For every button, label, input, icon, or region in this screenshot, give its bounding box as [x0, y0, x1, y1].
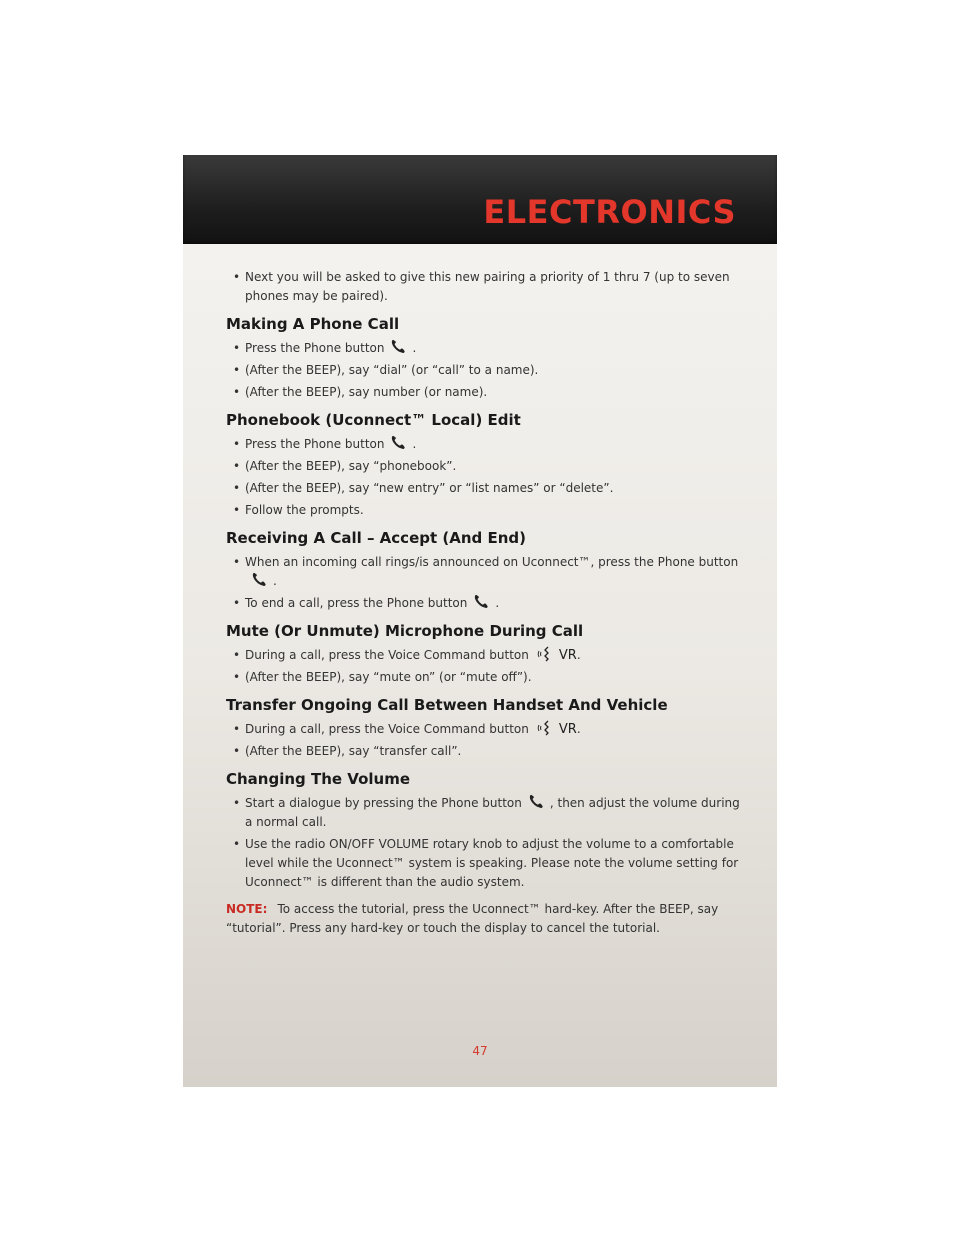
note-block — [226, 900, 746, 938]
list-item — [226, 742, 746, 761]
list-item — [226, 435, 746, 454]
note-label: NOTE: — [226, 902, 268, 916]
item-text: To end a call, press the Phone button — [245, 596, 468, 610]
item-text-end: . — [412, 437, 417, 451]
phone-icon — [250, 572, 270, 588]
manual-page — [183, 155, 777, 1087]
page-number: 47 — [472, 1044, 488, 1058]
intro-text: Next you will be asked to give this new pairing a priority of 1 thru 7 (up to seven phones may be paired). — [245, 270, 730, 303]
list-item — [226, 594, 746, 613]
item-text: During a call, press the Voice Command button — [245, 722, 529, 736]
item-text: Follow the prompts. — [245, 503, 364, 517]
list-item — [226, 553, 746, 591]
item-text: When an incoming call rings/is announced on Uconnect™, press the Phone button — [245, 555, 739, 569]
heading-receiving: Receiving A Call – Accept (And End) — [226, 529, 526, 547]
intro-bullet — [226, 268, 746, 306]
item-text: Press the Phone button — [245, 341, 385, 355]
list-item — [226, 646, 746, 665]
phone-icon — [389, 435, 409, 451]
list-item — [226, 835, 746, 892]
heading-transfer: Transfer Ongoing Call Between Handset And Vehicle — [226, 696, 668, 714]
list-item — [226, 383, 746, 402]
heading-phonebook: Phonebook (Uconnect™ Local) Edit — [226, 411, 521, 429]
list-item — [226, 457, 746, 476]
list-item — [226, 668, 746, 687]
voice-command-icon — [537, 646, 555, 662]
list-item — [226, 339, 746, 358]
vr-label: VR — [558, 648, 577, 663]
page-content — [226, 268, 746, 938]
heading-making-call: Making A Phone Call — [226, 315, 400, 333]
list-item — [226, 501, 746, 520]
item-text-end: . — [495, 596, 500, 610]
item-text-end: . — [273, 574, 277, 588]
item-text: Press the Phone button — [245, 437, 385, 451]
phone-icon — [527, 794, 547, 810]
note-text: To access the tutorial, press the Uconnect™ hard-key. After the BEEP, say “tutorial”. Press any hard-key or touch the display to cancel the tutorial. — [226, 902, 719, 935]
item-text: (After the BEEP), say “new entry” or “list names” or “delete”. — [245, 481, 614, 495]
item-text: Use the radio ON/OFF VOLUME rotary knob to adjust the volume to a comfortable level while the Uconnect™ system is speaking. Please note the volume setting for Uconnect™ is different than the audio system. — [245, 837, 739, 889]
item-text-end: . — [576, 648, 581, 662]
item-text-end: . — [576, 722, 581, 736]
item-text: (After the BEEP), say “dial” (or “call” to a name). — [245, 363, 539, 377]
phone-icon — [472, 594, 492, 610]
list-item — [226, 479, 746, 498]
item-text-end: , then adjust the volume during a normal call. — [245, 796, 740, 829]
item-text: (After the BEEP), say “phonebook”. — [245, 459, 457, 473]
list-item — [226, 720, 746, 739]
item-text: (After the BEEP), say number (or name). — [245, 385, 488, 399]
phone-icon — [389, 339, 409, 355]
item-text: (After the BEEP), say “mute on” (or “mute off”). — [245, 670, 532, 684]
section-title: ELECTRONICS — [483, 193, 736, 231]
section-header — [183, 155, 777, 244]
item-text: (After the BEEP), say “transfer call”. — [245, 744, 462, 758]
heading-mute: Mute (Or Unmute) Microphone During Call — [226, 622, 584, 640]
list-item — [226, 794, 746, 832]
item-text: Start a dialogue by pressing the Phone button — [245, 796, 522, 810]
voice-command-icon — [537, 720, 555, 736]
heading-volume: Changing The Volume — [226, 770, 411, 788]
list-item — [226, 361, 746, 380]
vr-label: VR — [558, 722, 577, 737]
item-text: During a call, press the Voice Command button — [245, 648, 529, 662]
item-text-end: . — [412, 341, 417, 355]
